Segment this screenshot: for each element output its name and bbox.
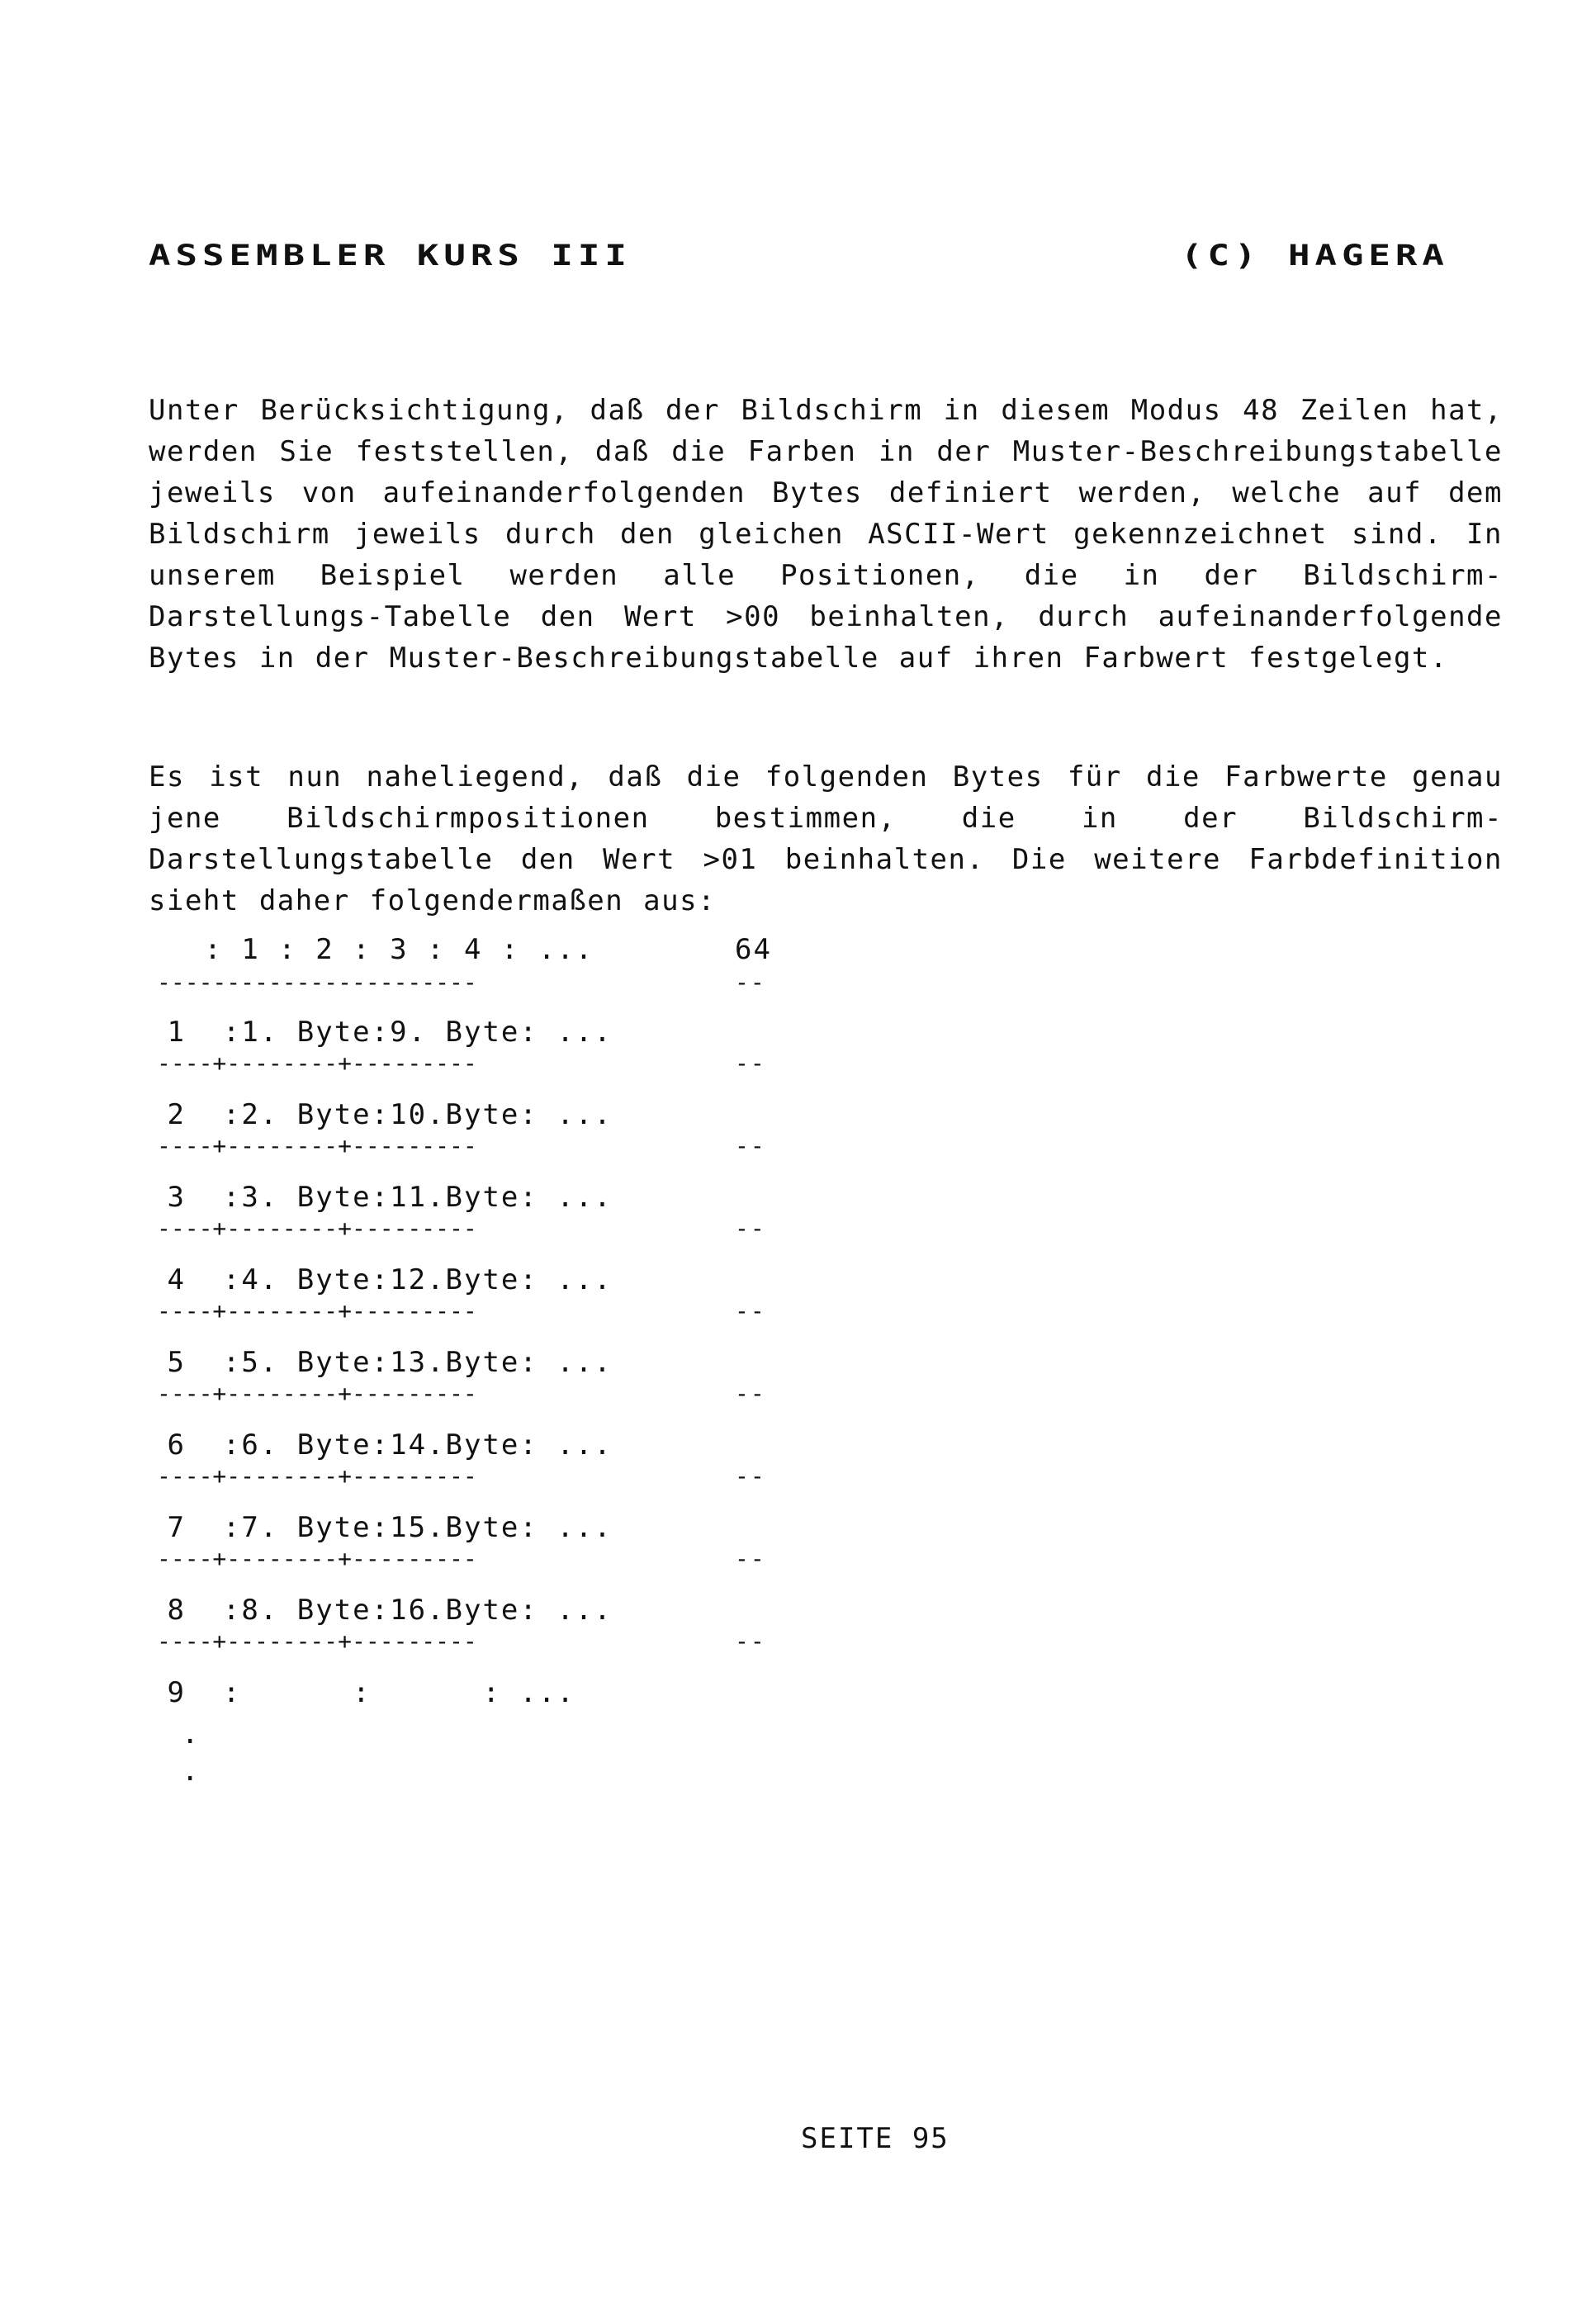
- table-row-continued: 9 : : : ...: [149, 1676, 575, 1709]
- table-row-separator: ----+--------+---------: [157, 1215, 477, 1242]
- continuation-dot: .: [182, 1717, 201, 1751]
- table-row: 5 :5. Byte:13.Byte: ...: [149, 1346, 613, 1379]
- table-row-separator: ----+--------+---------: [157, 1627, 477, 1655]
- table-right-dash: --: [735, 1297, 766, 1324]
- paragraph-1: Unter Berücksichtigung, daß der Bildschirm in diesem Modus 48 Zeilen hat, werden Sie feststellen, daß die Farben in der Muster-Beschreibungstabelle jeweils von aufeinanderfolgenden Bytes definiert werden, welche auf dem Bildschirm jeweils durch den gleichen ASCII-Wert gekennzeichnet sind. In unserem Beispiel werden alle Positionen, die in der Bildschirm-Darstellungs-Tabelle den Wert >00 beinhalten, durch aufeinanderfolgende Bytes in der Muster-Beschreibungstabelle auf ihren Farbwert festgelegt.: [149, 394, 1503, 675]
- page-header: [149, 239, 1453, 272]
- table-row: 1 :1. Byte:9. Byte: ...: [149, 1016, 613, 1049]
- table-header-separator: -----------------------: [157, 969, 477, 996]
- table-right-dash: --: [735, 1049, 766, 1077]
- table-row-separator: ----+--------+---------: [157, 1380, 477, 1407]
- table-right-dash: --: [735, 1545, 766, 1572]
- table-right-dash: --: [735, 1462, 766, 1490]
- table-row-separator: ----+--------+---------: [157, 1049, 477, 1077]
- table-right-dash: --: [735, 1132, 766, 1159]
- table-right-dash: --: [735, 1380, 766, 1407]
- table-header-row: : 1 : 2 : 3 : 4 : ...: [149, 933, 594, 966]
- page-number: SEITE 95: [801, 2122, 950, 2155]
- table-row-separator: ----+--------+---------: [157, 1297, 477, 1324]
- table-row: 7 :7. Byte:15.Byte: ...: [149, 1511, 613, 1544]
- table-row-separator: ----+--------+---------: [157, 1132, 477, 1159]
- table-row-separator: ----+--------+---------: [157, 1462, 477, 1490]
- copyright-notice: (C) HAGERA: [1181, 239, 1449, 272]
- table-row: 3 :3. Byte:11.Byte: ...: [149, 1181, 613, 1214]
- table-row-separator: ----+--------+---------: [157, 1545, 477, 1572]
- paragraph-2: Es ist nun naheliegend, daß die folgenden Bytes für die Farbwerte genau jene Bildschirmpositionen bestimmen, die in der Bildschirm-Darstellungstabelle den Wert >01 beinhalten. Die weitere Farbdefinition sieht daher folgendermaßen aus:: [149, 760, 1503, 917]
- table-header-column-64: 64: [735, 933, 772, 966]
- table-row: 8 :8. Byte:16.Byte: ...: [149, 1594, 613, 1627]
- table-row: 2 :2. Byte:10.Byte: ...: [149, 1098, 613, 1131]
- continuation-dot: .: [182, 1755, 201, 1788]
- table-right-dash: --: [735, 1627, 766, 1655]
- table-row: 4 :4. Byte:12.Byte: ...: [149, 1263, 613, 1296]
- course-title: ASSEMBLER KURS III: [149, 239, 632, 272]
- table-right-dash: --: [735, 969, 766, 996]
- table-right-dash: --: [735, 1215, 766, 1242]
- table-row: 6 :6. Byte:14.Byte: ...: [149, 1428, 613, 1462]
